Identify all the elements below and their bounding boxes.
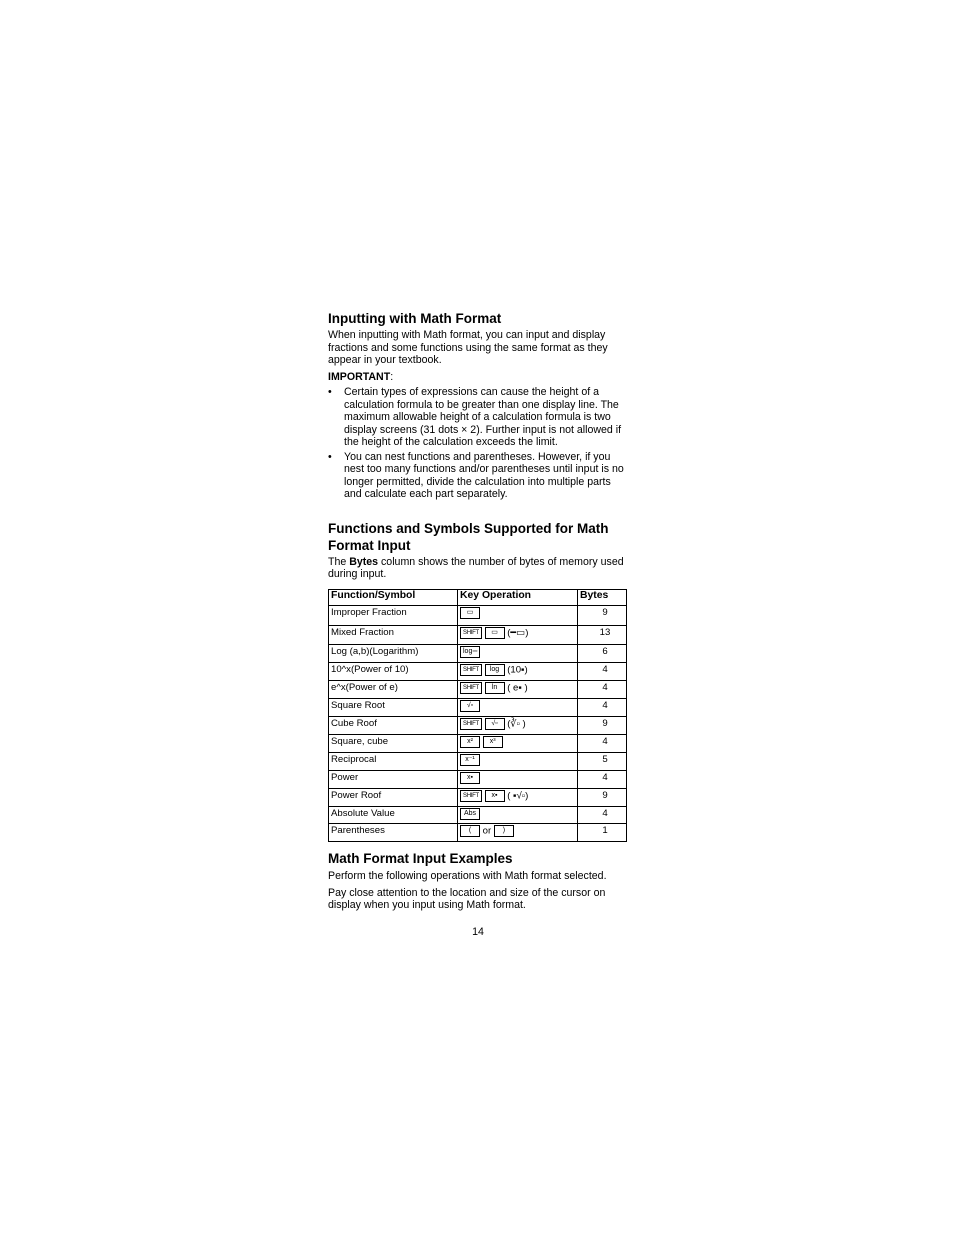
key-operation-cell	[458, 626, 578, 645]
bytes-cell: 4	[578, 735, 627, 753]
function-cell: Absolute Value	[329, 807, 458, 824]
table-row	[329, 771, 627, 789]
section-heading-inputting: Inputting with Math Format	[328, 311, 502, 326]
function-cell: Mixed Fraction	[329, 626, 458, 645]
table-row	[329, 699, 627, 717]
section-heading-examples: Math Format Input Examples	[328, 851, 513, 867]
function-cell: Improper Fraction	[329, 606, 458, 626]
bytes-cell: 1	[578, 824, 627, 842]
key-operation-cell	[458, 824, 578, 842]
key-operation-cell	[458, 645, 578, 663]
key-operation-cell	[458, 771, 578, 789]
calculator-key-icon: log	[485, 664, 505, 676]
table-row	[329, 753, 627, 771]
key-operation-cell	[458, 699, 578, 717]
bytes-cell: 5	[578, 753, 627, 771]
examples-para2: Pay close attention to the location and size of the cursor on display when you input using Math format.	[328, 886, 606, 912]
header-key-operation: Key Operation	[458, 590, 578, 606]
calculator-key-icon: x▪	[460, 772, 480, 784]
table-row	[329, 645, 627, 663]
calculator-key-icon: x▪	[485, 790, 505, 802]
key-operation-cell	[458, 681, 578, 699]
or-text: or	[482, 825, 492, 837]
function-cell: Cube Roof	[329, 717, 458, 735]
bytes-cell: 6	[578, 645, 627, 663]
table-body	[329, 606, 627, 842]
key-result-symbol: ( e▪ )	[507, 682, 528, 694]
important-label: IMPORTANT	[328, 370, 391, 383]
manual-page	[328, 310, 628, 938]
function-cell: Power	[329, 771, 458, 789]
table-row	[329, 735, 627, 753]
bytes-cell: 9	[578, 606, 627, 626]
calculator-key-icon: ln	[485, 682, 505, 694]
calculator-key-icon: SHIFT	[460, 790, 482, 802]
calculator-key-icon: log▫▫	[460, 646, 480, 658]
inputting-intro: When inputting with Math format, you can input and display fractions and some functions using the same format as they appear in your textbook.	[328, 329, 608, 367]
calculator-key-icon: x⁻¹	[460, 754, 480, 766]
bytes-cell: 4	[578, 699, 627, 717]
calculator-key-icon: SHIFT	[460, 682, 482, 694]
function-cell: Reciprocal	[329, 753, 458, 771]
key-result-symbol: ( ▪√▫)	[507, 790, 529, 802]
table-row	[329, 717, 627, 735]
key-operation-cell	[458, 663, 578, 681]
calculator-key-icon: ▭	[485, 627, 505, 639]
bytes-cell: 4	[578, 681, 627, 699]
bytes-cell: 9	[578, 717, 627, 735]
calculator-key-icon: x³	[483, 736, 503, 748]
key-operation-cell	[458, 807, 578, 824]
examples-para1: Perform the following operations with Math format selected.	[328, 870, 607, 883]
key-result-symbol: (∛▫ )	[507, 718, 526, 730]
function-cell: Square, cube	[329, 735, 458, 753]
page-number: 14	[472, 925, 484, 938]
important-note: IMPORTANT:	[328, 370, 394, 383]
bytes-cell: 13	[578, 626, 627, 645]
table-row	[329, 807, 627, 824]
calculator-key-icon: SHIFT	[460, 627, 482, 639]
bytes-cell: 4	[578, 663, 627, 681]
key-operation-cell	[458, 753, 578, 771]
header-bytes: Bytes	[578, 590, 627, 606]
key-result-symbol: (10▪)	[507, 664, 528, 676]
key-operation-cell	[458, 735, 578, 753]
calculator-key-icon: √▫	[460, 700, 480, 712]
table-row	[329, 681, 627, 699]
calculator-key-icon: SHIFT	[460, 664, 482, 676]
table-row	[329, 824, 627, 842]
bullet-item: • Certain types of expressions can cause the height of a calculation formula to be greater than one display line. The maximum allowable height of a calculation formula is two display screens (31 dots × 2). Further input is not allowed if the height of the calculation exceeds the limit.	[328, 386, 622, 449]
function-cell: Power Roof	[329, 789, 458, 807]
table-row	[329, 606, 627, 626]
table-row	[329, 663, 627, 681]
function-cell: e^x(Power of e)	[329, 681, 458, 699]
calculator-key-icon: )	[494, 825, 514, 837]
calculator-key-icon: x²	[460, 736, 480, 748]
important-bullets	[328, 386, 628, 501]
calculator-key-icon: √▫	[485, 718, 505, 730]
calculator-key-icon: SHIFT	[460, 718, 482, 730]
function-cell: Log (a,b)(Logarithm)	[329, 645, 458, 663]
key-result-symbol: (━▭)	[507, 627, 529, 639]
functions-table	[328, 589, 627, 842]
section-heading-functions: Functions and Symbols Supported for Math Format Input	[328, 520, 609, 553]
calculator-key-icon: Abs	[460, 808, 480, 820]
function-cell: 10^x(Power of 10)	[329, 663, 458, 681]
table-header-row	[329, 590, 627, 606]
header-function: Function/Symbol	[329, 590, 458, 606]
bytes-cell: 9	[578, 789, 627, 807]
calculator-key-icon: (	[460, 825, 480, 837]
key-operation-cell	[458, 606, 578, 626]
key-operation-cell	[458, 717, 578, 735]
bytes-intro: The Bytes column shows the number of bytes of memory used during input.	[328, 555, 624, 581]
table-row	[329, 626, 627, 645]
bytes-cell: 4	[578, 771, 627, 789]
calculator-key-icon: ▭	[460, 607, 480, 619]
function-cell: Parentheses	[329, 824, 458, 842]
bytes-cell: 4	[578, 807, 627, 824]
table-row	[329, 789, 627, 807]
bullet-item: • You can nest functions and parentheses. However, if you nest too many functions and/or parentheses until input is no longer permitted, divide the calculation into multiple parts and calculate each part separately.	[328, 450, 624, 501]
function-cell: Square Root	[329, 699, 458, 717]
key-operation-cell	[458, 789, 578, 807]
